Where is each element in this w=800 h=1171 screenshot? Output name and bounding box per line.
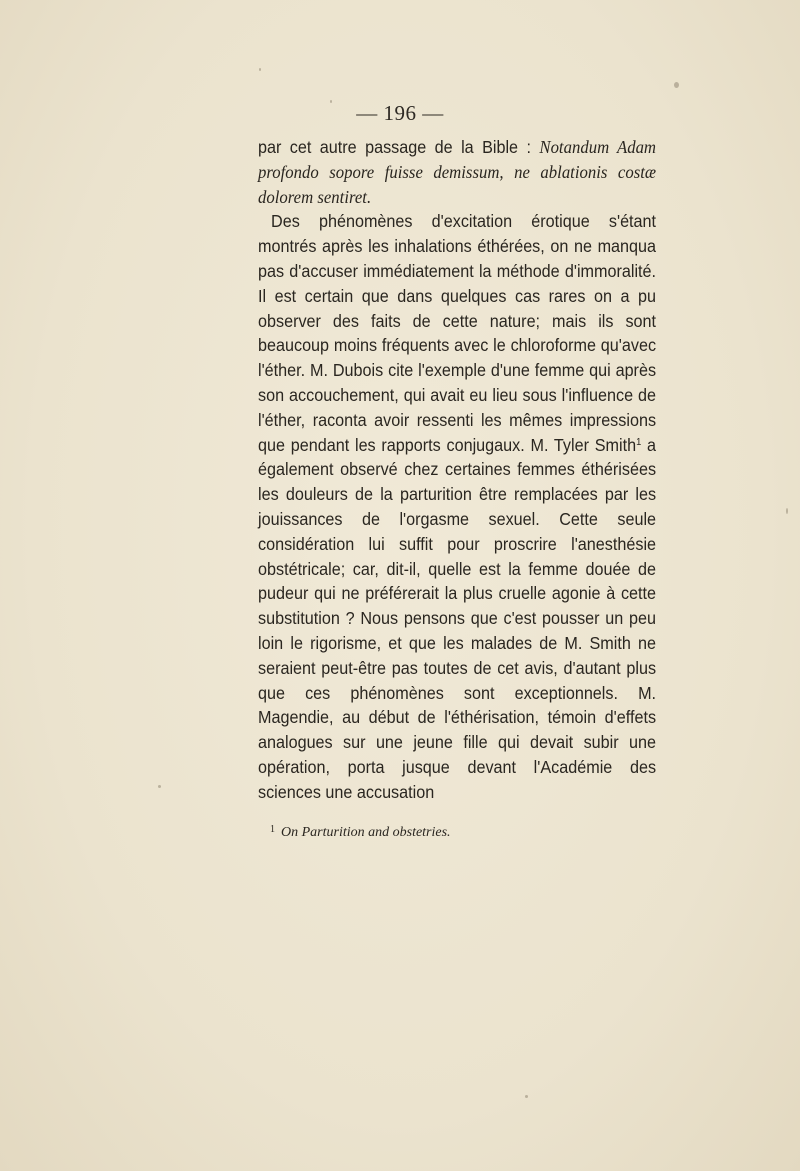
footnote-mark: 1 [270,824,275,835]
body-text [258,135,657,805]
main-paragraph [258,209,656,804]
paper-speck [158,785,161,788]
paper-speck [525,1095,528,1098]
latin-quote: Notandum Adam profondo sopore fuisse demissum, ne ablationis costæ dolorem sentiret. [258,137,657,207]
paragraph-text-part1: Des phénomènes d'excitation érotique s'étant montrés après les inhalations éthérées, on ne manqua pas d'accuser immédiatement la méthode d'immoralité. Il est certain que dans quelques cas rares on a pu observer des faits de cette nature; mais ils sont beaucoup moins fréquents avec le chloroforme qu'avec l'éther. M. Dubois cite l'exemple d'une femme qui après son accouchement, qui avait eu lieu sous l'influence de l'éther, raconta avoir ressenti les mêmes impressions que pendant les rapports conjugaux. M. Tyler Smith [258,211,657,455]
footnote [270,824,451,841]
continued-paragraph [258,135,656,209]
paper-speck [786,508,788,514]
paper-speck [674,82,679,88]
footnote-text: On Parturition and obstetries. [281,825,451,840]
paper-speck [259,68,261,71]
footnote-reference[interactable]: 1 [636,436,642,448]
page-number: — 196 — [356,101,444,125]
paragraph-text-part2: a également observé chez certaines femmes éthérisées les douleurs de la parturition être remplacées par les jouissances de l'orgasme sexuel. Cette seule considération lui suffit pour proscrire l'anesthésie obstétricale; car, dit-il, quelle est la femme douée de pudeur qui ne préférerait la plus cruelle agonie à cette substitution ? Nous pensons que c'est pousser un peu loin le rigorisme, et que les malades de M. Smith ne seraient peut-être pas toutes de cet avis, d'autant plus que ces phénomènes sont exceptionnels. M. Magendie, au début de l'éthérisation, témoin d'effets analogues sur une jeune fille qui devait subir une opération, porta jusque devant l'Académie des sciences une accusation [258,434,657,802]
paragraph-lead: par cet autre passage de la Bible : [258,137,540,157]
